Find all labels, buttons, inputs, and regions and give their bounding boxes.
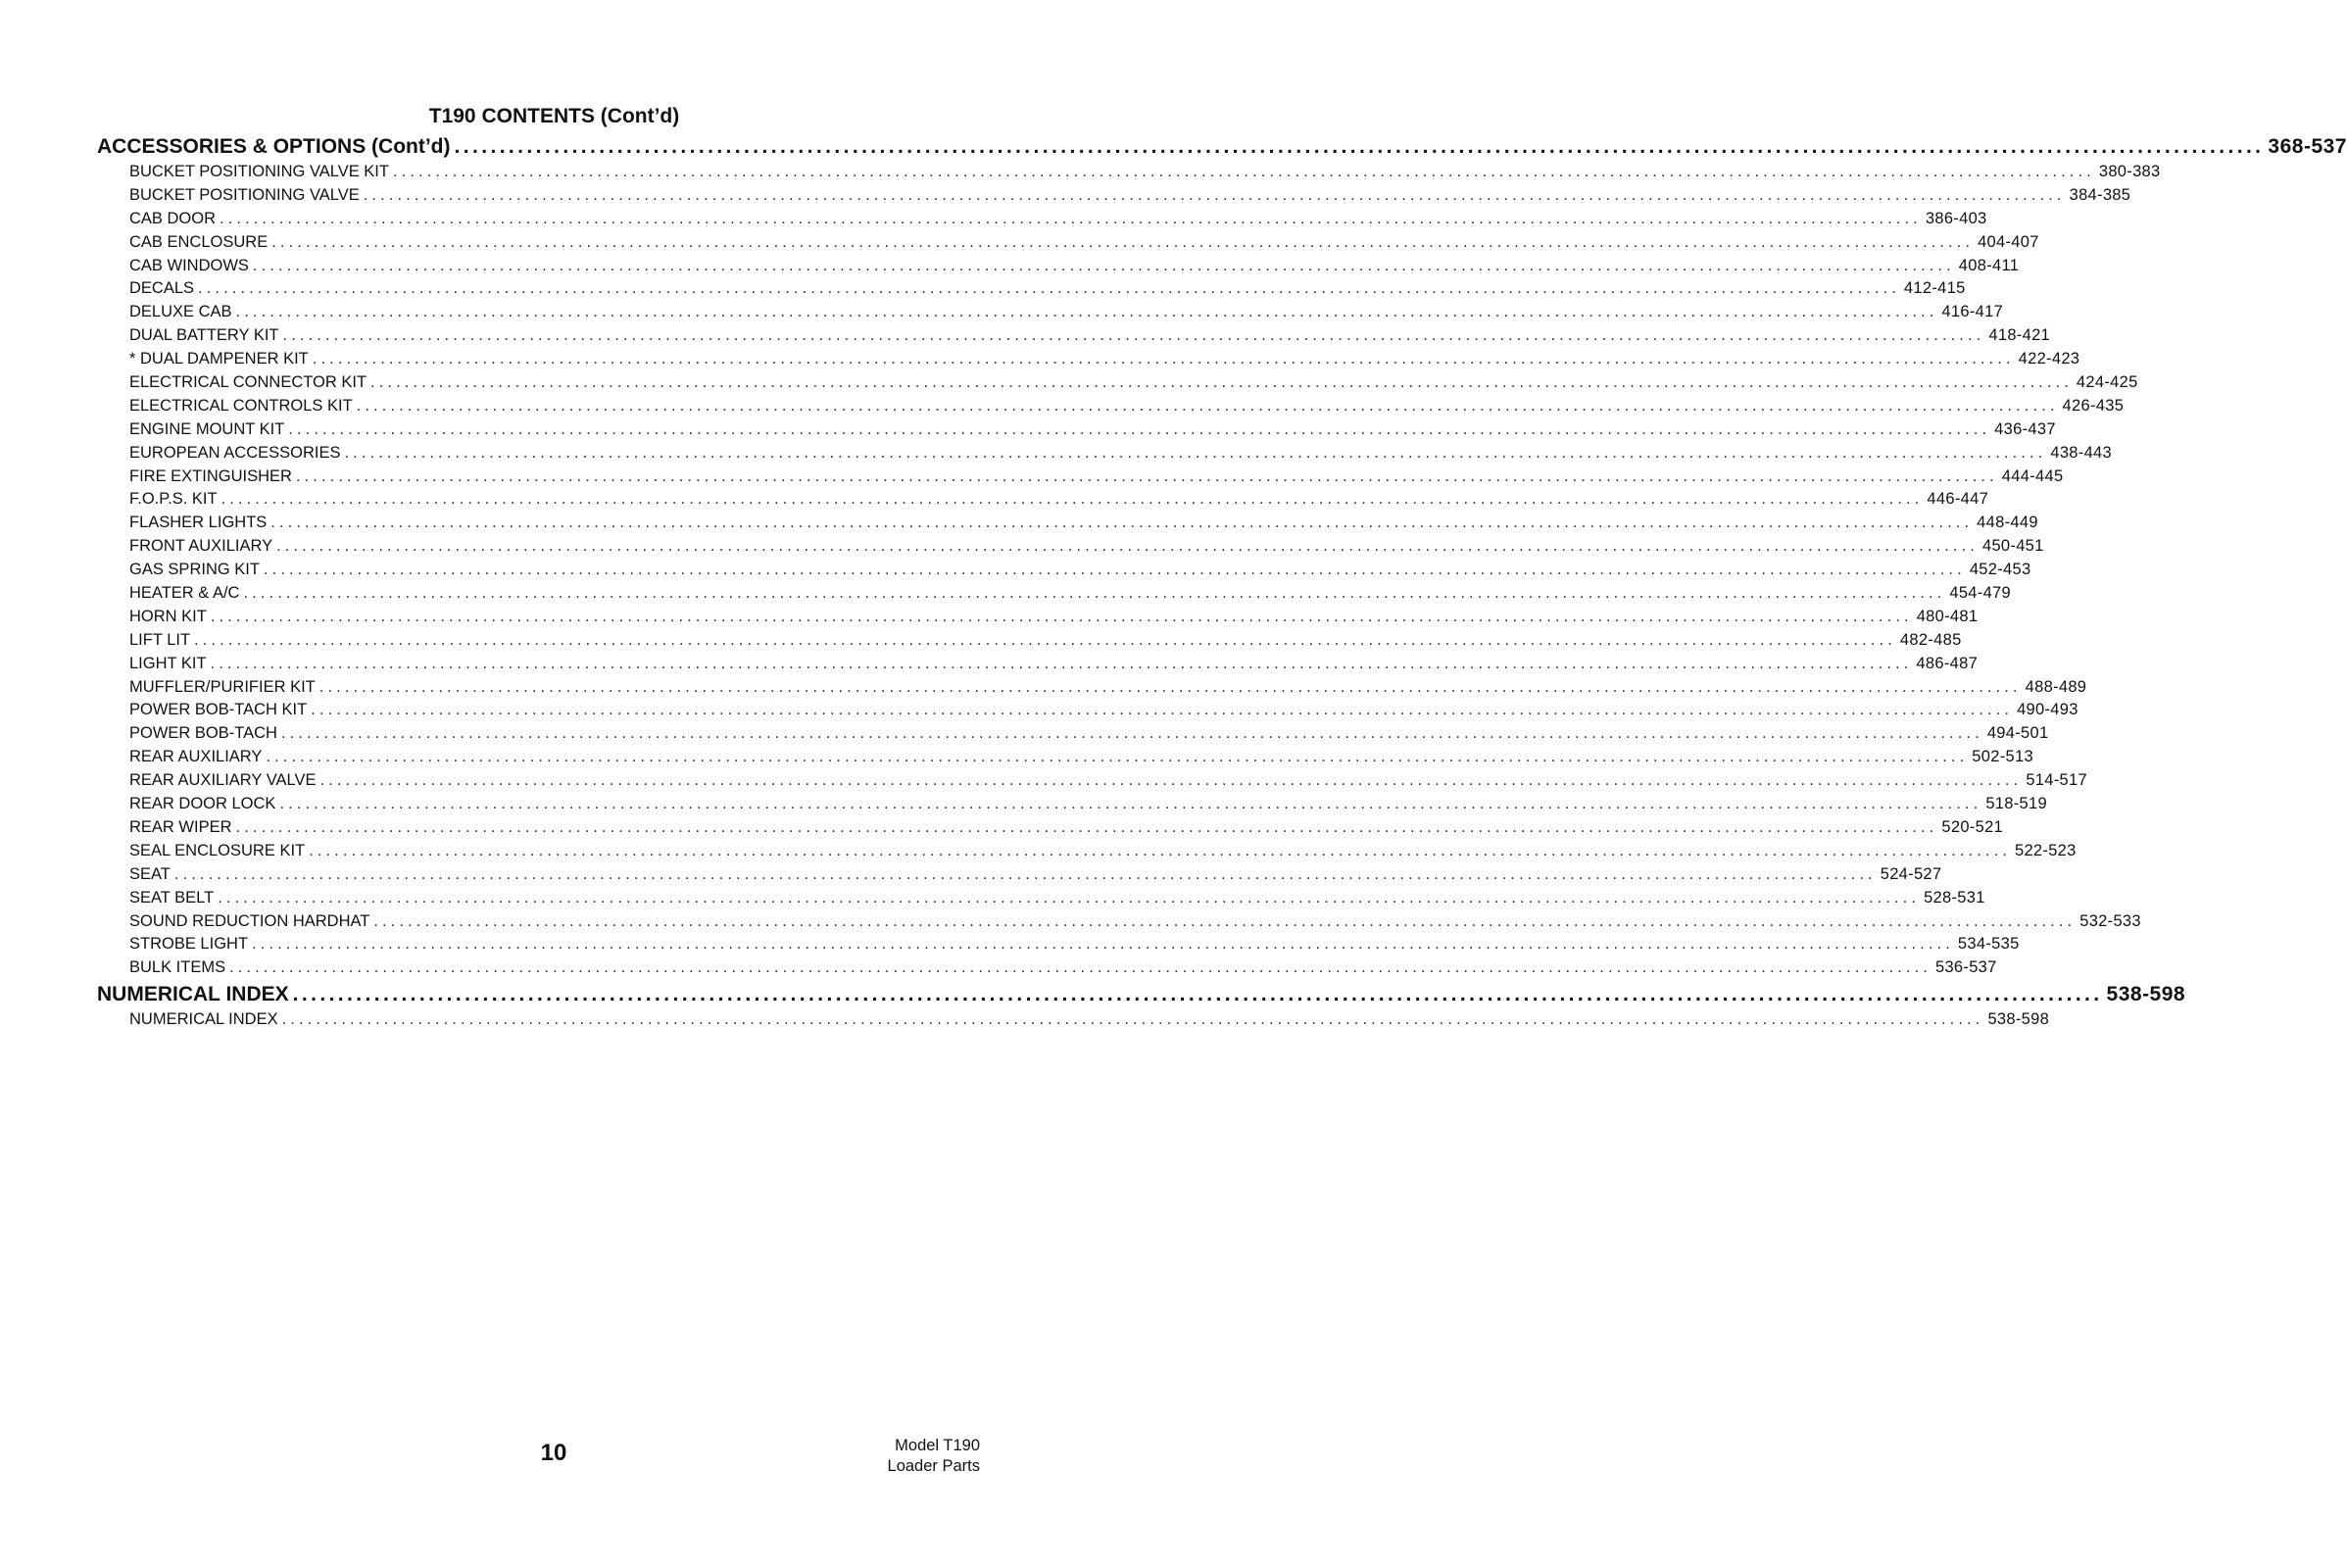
toc-entry-row[interactable]	[129, 910, 2141, 934]
toc-entry-row[interactable]	[129, 512, 2038, 535]
entry-page-range: 444-445	[2001, 466, 2064, 485]
entry-label: BUCKET POSITIONING VALVE	[129, 185, 360, 204]
dot-leader: ........................................................................................................................................................................................................	[311, 701, 2014, 719]
dot-leader: ........................................................................................................................................................................................................	[319, 771, 2023, 790]
dot-leader: ........................................................................................................................................................................................................	[312, 350, 2015, 368]
entry-label: REAR AUXILIARY VALVE	[129, 771, 317, 790]
dot-leader: ........................................................................................................................................................................................................	[270, 514, 1974, 532]
entry-label: REAR WIPER	[129, 817, 232, 836]
entry-page-range: 486-487	[1916, 654, 1979, 672]
dot-leader: ........................................................................................................................................................................................................	[373, 911, 2077, 930]
footer-model: Model T190	[895, 1437, 980, 1454]
toc-entry-row[interactable]	[129, 769, 2087, 793]
entry-page-range: 454-479	[1949, 584, 2011, 603]
dot-leader: ........................................................................................................................................................................................................	[288, 419, 1991, 438]
toc-entry-row[interactable]	[129, 956, 1997, 980]
dot-leader: ........................................................................................................................................................................................................	[210, 607, 1913, 625]
section-heading-row[interactable]	[97, 981, 2186, 1008]
entry-page-range: 380-383	[2098, 163, 2161, 180]
entry-label: HORN KIT	[129, 607, 207, 625]
toc-entry-row[interactable]	[129, 582, 2011, 606]
entry-page-range: 482-485	[1899, 630, 1962, 649]
entry-page-range: 436-437	[1994, 419, 2056, 438]
dot-leader: ........................................................................................................................................................................................................	[173, 864, 1877, 883]
entry-page-range: 538-598	[1987, 1010, 2050, 1028]
toc-entry-row[interactable]	[129, 371, 2138, 395]
toc-entry-row[interactable]	[129, 395, 2125, 418]
entry-page-range: 418-421	[1988, 326, 2051, 345]
entry-label: F.O.P.S. KIT	[129, 490, 218, 509]
toc-entry-row[interactable]	[129, 699, 2078, 722]
dot-leader: ........................................................................................................................................................................................................	[356, 396, 2059, 415]
entry-page-range: 522-523	[2014, 841, 2077, 859]
entry-label: NUMERICAL INDEX	[129, 1010, 278, 1028]
entry-page-range: 490-493	[2017, 701, 2078, 719]
entry-label: FIRE EXTINGUISHER	[129, 466, 292, 485]
entry-label: * DUAL DAMPENER KIT	[129, 350, 309, 368]
dot-leader: ........................................................................................................................................................................................................	[292, 983, 2103, 1005]
dot-leader: ........................................................................................................................................................................................................	[344, 443, 2047, 462]
dot-leader: ........................................................................................................................................................................................................	[198, 279, 1900, 298]
entry-page-range: 446-447	[1927, 490, 1989, 509]
entry-label: SEAL ENCLOSURE KIT	[129, 841, 306, 859]
entry-label: ELECTRICAL CONTROLS KIT	[129, 396, 353, 415]
entry-page-range: 494-501	[1986, 724, 2049, 743]
entry-label: CAB WINDOWS	[129, 256, 249, 274]
entry-label: CAB ENCLOSURE	[129, 232, 269, 251]
entry-page-range: 412-415	[1903, 279, 1966, 298]
toc-entry-row[interactable]	[129, 208, 1987, 231]
toc-entry-row[interactable]	[129, 816, 2004, 840]
toc-entry-row[interactable]	[129, 184, 2131, 208]
entry-page-range: 502-513	[1972, 748, 2033, 766]
entry-page-range: 448-449	[1977, 514, 2038, 532]
dot-leader: ........................................................................................................................................................................................................	[220, 490, 1924, 509]
entry-page-range: 424-425	[2076, 373, 2138, 392]
entry-label: ELECTRICAL CONNECTOR KIT	[129, 373, 367, 392]
toc-entry-row[interactable]	[129, 1008, 2050, 1032]
toc-entry-row[interactable]	[129, 653, 1979, 676]
toc-entry-row[interactable]	[129, 746, 2033, 769]
dot-leader: ........................................................................................................................................................................................................	[218, 888, 1921, 906]
dot-leader: ........................................................................................................................................................................................................	[454, 135, 2265, 158]
entry-label: DELUXE CAB	[129, 303, 232, 321]
page-number: 10	[540, 1440, 567, 1466]
toc-entry-row[interactable]	[129, 606, 1979, 629]
dot-leader: ........................................................................................................................................................................................................	[220, 209, 1922, 227]
footer-model-block	[823, 1436, 980, 1477]
section-page-range: 538-598	[2106, 983, 2186, 1005]
toc-entry-row[interactable]	[129, 722, 2049, 746]
toc-entry-row[interactable]	[129, 488, 1989, 512]
entry-page-range: 422-423	[2018, 350, 2080, 368]
entry-label: REAR DOOR LOCK	[129, 795, 276, 813]
entry-page-range: 524-527	[1880, 864, 1942, 883]
toc-entry-row[interactable]	[129, 840, 2077, 863]
toc-entry-row[interactable]	[129, 793, 2047, 816]
dot-leader: ........................................................................................................................................................................................................	[280, 724, 1983, 743]
toc-entry-row[interactable]	[129, 324, 2051, 348]
dot-leader: ........................................................................................................................................................................................................	[279, 795, 1982, 813]
entry-page-range: 450-451	[1981, 537, 2044, 556]
toc-entry-row[interactable]	[129, 161, 2161, 184]
entry-label: LIGHT KIT	[129, 654, 207, 672]
toc-entry-row[interactable]	[129, 887, 1985, 910]
toc-entry-row[interactable]	[129, 863, 1942, 887]
entry-page-range: 534-535	[1957, 935, 2020, 954]
dot-leader: ........................................................................................................................................................................................................	[370, 373, 2073, 392]
section-page-range: 368-537	[2268, 135, 2347, 158]
toc-entry-row[interactable]	[129, 255, 2020, 278]
toc-entry-row[interactable]	[129, 348, 2080, 371]
toc-entry-row[interactable]	[129, 559, 2031, 582]
entry-label: DUAL BATTERY KIT	[129, 326, 279, 345]
entry-label: SEAT BELT	[129, 888, 215, 906]
entry-page-range: 438-443	[2050, 443, 2112, 462]
dot-leader: ........................................................................................................................................................................................................	[281, 1010, 1984, 1028]
entry-label: BULK ITEMS	[129, 958, 226, 977]
toc-entry-row[interactable]	[129, 535, 2044, 559]
toc-entry-row[interactable]	[129, 442, 2112, 466]
dot-leader: ........................................................................................................................................................................................................	[282, 326, 1985, 345]
section-heading-row[interactable]	[97, 133, 2347, 161]
entry-label: POWER BOB-TACH	[129, 724, 277, 743]
section-items	[97, 1008, 2050, 1032]
entry-page-range: 528-531	[1924, 888, 1985, 906]
entry-label: SOUND REDUCTION HARDHAT	[129, 911, 370, 930]
toc-entry-row[interactable]	[129, 629, 1962, 653]
entry-page-range: 520-521	[1941, 817, 2004, 836]
entry-label: GAS SPRING KIT	[129, 561, 260, 579]
entry-label: POWER BOB-TACH KIT	[129, 701, 308, 719]
entry-label: LIFT LIT	[129, 630, 191, 649]
dot-leader: ........................................................................................................................................................................................................	[252, 256, 1955, 274]
toc-section	[97, 133, 2347, 980]
toc-section	[97, 981, 2186, 1032]
dot-leader: ........................................................................................................................................................................................................	[235, 817, 1938, 836]
entry-page-range: 488-489	[2025, 677, 2087, 696]
entry-page-range: 408-411	[1958, 256, 2020, 274]
entry-label: ENGINE MOUNT KIT	[129, 419, 285, 438]
footer-subtitle: Loader Parts	[887, 1457, 980, 1475]
entry-page-range: 426-435	[2062, 396, 2125, 415]
entry-page-range: 518-519	[1985, 795, 2047, 813]
dot-leader: ........................................................................................................................................................................................................	[318, 677, 2022, 696]
entry-label: FLASHER LIGHTS	[129, 514, 268, 532]
toc-entry-row[interactable]	[129, 301, 2004, 324]
entry-label: HEATER & A/C	[129, 584, 240, 603]
entry-label: REAR AUXILIARY	[129, 748, 263, 766]
dot-leader: ........................................................................................................................................................................................................	[295, 466, 1998, 485]
toc-entry-row[interactable]	[129, 231, 2039, 255]
entry-page-range: 532-533	[2079, 911, 2141, 930]
dot-leader: ........................................................................................................................................................................................................	[235, 303, 1938, 321]
entry-page-range: 452-453	[1969, 561, 2031, 579]
entry-page-range: 480-481	[1916, 607, 1979, 625]
dot-leader: ........................................................................................................................................................................................................	[363, 185, 2066, 204]
entry-page-range: 404-407	[1978, 232, 2039, 251]
entry-label: CAB DOOR	[129, 209, 217, 227]
section-title: ACCESSORIES & OPTIONS (Cont’d)	[97, 135, 451, 158]
entry-page-range: 386-403	[1925, 209, 1987, 227]
toc-entry-row[interactable]	[129, 933, 2020, 956]
entry-page-range: 536-537	[1934, 958, 1997, 977]
entry-page-range: 384-385	[2069, 185, 2131, 204]
entry-label: MUFFLER/PURIFIER KIT	[129, 677, 316, 696]
entry-label: STROBE LIGHT	[129, 935, 249, 954]
dot-leader: ........................................................................................................................................................................................................	[309, 841, 2011, 859]
dot-leader: ........................................................................................................................................................................................................	[210, 654, 1913, 672]
dot-leader: ........................................................................................................................................................................................................	[266, 748, 1969, 766]
dot-leader: ........................................................................................................................................................................................................	[194, 630, 1896, 649]
dot-leader: ........................................................................................................................................................................................................	[263, 561, 1966, 579]
dot-leader: ........................................................................................................................................................................................................	[243, 584, 1946, 603]
section-title: NUMERICAL INDEX	[97, 983, 289, 1005]
section-items	[97, 161, 2161, 980]
toc-entry-row[interactable]	[129, 466, 2064, 489]
dot-leader: ........................................................................................................................................................................................................	[276, 537, 1979, 556]
entry-label: DECALS	[129, 279, 195, 298]
entry-label: FRONT AUXILIARY	[129, 537, 273, 556]
dot-leader: ........................................................................................................................................................................................................	[229, 958, 1931, 977]
dot-leader: ........................................................................................................................................................................................................	[392, 163, 2095, 180]
toc-entry-row[interactable]	[129, 418, 2056, 442]
entry-label: BUCKET POSITIONING VALVE KIT	[129, 163, 389, 180]
dot-leader: ........................................................................................................................................................................................................	[271, 232, 1975, 251]
toc-entry-row[interactable]	[129, 277, 1966, 301]
dot-leader: ........................................................................................................................................................................................................	[252, 935, 1954, 954]
entry-label: SEAT	[129, 864, 171, 883]
toc-entry-row[interactable]	[129, 676, 2087, 700]
entry-page-range: 416-417	[1941, 303, 2004, 321]
contents-title: T190 CONTENTS (Cont’d)	[428, 105, 680, 127]
entry-page-range: 514-517	[2026, 771, 2087, 790]
entry-label: EUROPEAN ACCESSORIES	[129, 443, 341, 462]
